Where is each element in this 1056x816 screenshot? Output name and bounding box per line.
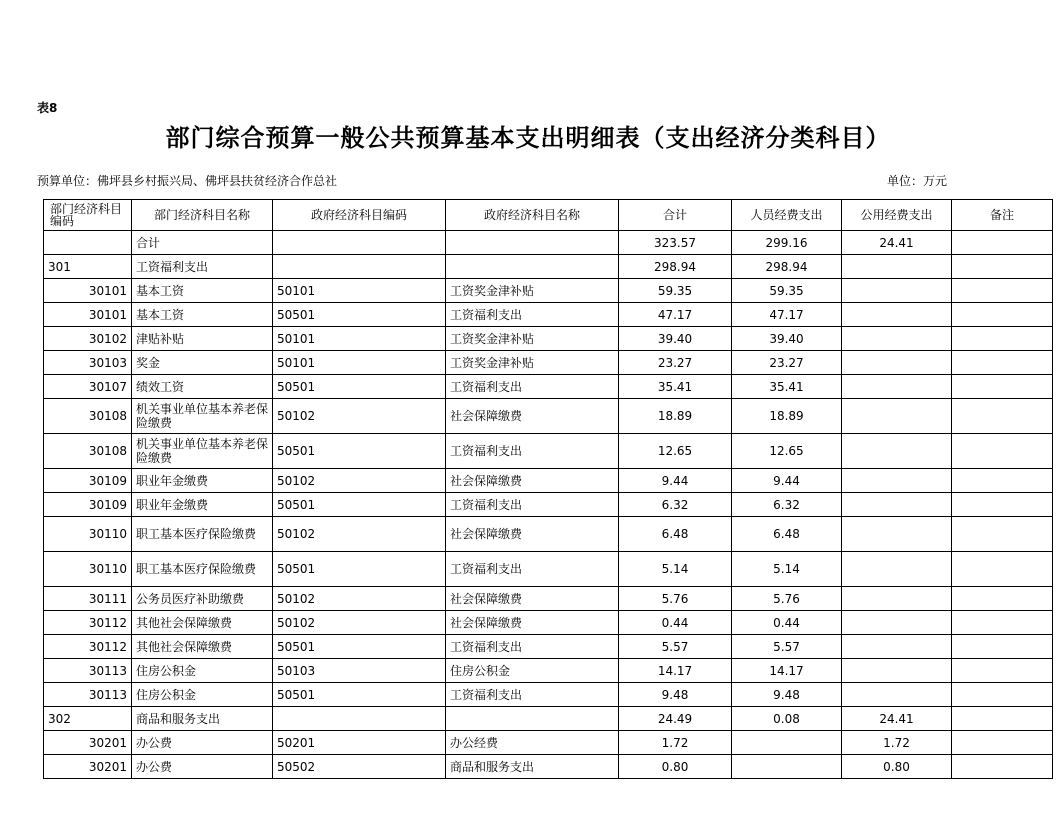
gov-name-cell: 工资福利支出 — [446, 552, 619, 587]
personnel-cell: 298.94 — [732, 255, 842, 279]
gov-name-cell: 社会保障缴费 — [446, 469, 619, 493]
table-row — [44, 731, 1053, 755]
personnel-cell: 6.48 — [732, 517, 842, 552]
table-row — [44, 517, 1053, 552]
gov-name-cell: 社会保障缴费 — [446, 517, 619, 552]
note-cell — [952, 493, 1053, 517]
note-cell — [952, 587, 1053, 611]
public-cell — [842, 493, 952, 517]
dept-name-cell: 基本工资 — [132, 279, 273, 303]
header-public: 公用经费支出 — [842, 200, 952, 231]
note-cell — [952, 683, 1053, 707]
gov-code-cell: 50501 — [273, 303, 446, 327]
dept-name-cell: 住房公积金 — [132, 683, 273, 707]
total-cell: 5.57 — [619, 635, 732, 659]
public-cell — [842, 303, 952, 327]
total-cell: 35.41 — [619, 375, 732, 399]
note-cell — [952, 611, 1053, 635]
personnel-cell: 9.48 — [732, 683, 842, 707]
table-number: 表8 — [37, 101, 58, 115]
public-cell — [842, 375, 952, 399]
note-cell — [952, 375, 1053, 399]
table-row — [44, 279, 1053, 303]
table-row — [44, 635, 1053, 659]
header-gov-name: 政府经济科目名称 — [446, 200, 619, 231]
dept-code-cell: 30110 — [44, 552, 132, 587]
total-cell: 24.49 — [619, 707, 732, 731]
public-cell — [842, 635, 952, 659]
note-cell — [952, 469, 1053, 493]
note-cell — [952, 755, 1053, 779]
personnel-cell: 9.44 — [732, 469, 842, 493]
total-cell: 23.27 — [619, 351, 732, 375]
gov-code-cell: 50101 — [273, 279, 446, 303]
page-title: 部门综合预算一般公共预算基本支出明细表（支出经济分类科目） — [165, 124, 891, 152]
personnel-cell: 5.76 — [732, 587, 842, 611]
dept-name-cell: 合计 — [132, 231, 273, 255]
gov-code-cell: 50201 — [273, 731, 446, 755]
note-cell — [952, 434, 1053, 469]
personnel-cell: 35.41 — [732, 375, 842, 399]
table-row — [44, 231, 1053, 255]
dept-name-cell: 职业年金缴费 — [132, 469, 273, 493]
dept-name-cell: 办公费 — [132, 755, 273, 779]
table-row — [44, 755, 1053, 779]
dept-name-cell: 绩效工资 — [132, 375, 273, 399]
gov-code-cell: 50501 — [273, 683, 446, 707]
personnel-cell: 5.57 — [732, 635, 842, 659]
dept-code-cell — [44, 231, 132, 255]
total-cell: 59.35 — [619, 279, 732, 303]
gov-name-cell: 工资福利支出 — [446, 635, 619, 659]
note-cell — [952, 303, 1053, 327]
dept-name-cell: 工资福利支出 — [132, 255, 273, 279]
table-row — [44, 707, 1053, 731]
dept-code-cell: 30108 — [44, 399, 132, 434]
note-cell — [952, 552, 1053, 587]
gov-code-cell: 50102 — [273, 469, 446, 493]
note-cell — [952, 635, 1053, 659]
note-cell — [952, 707, 1053, 731]
table-row — [44, 303, 1053, 327]
gov-name-cell: 工资奖金津补贴 — [446, 279, 619, 303]
note-cell — [952, 659, 1053, 683]
personnel-cell: 299.16 — [732, 231, 842, 255]
public-cell — [842, 399, 952, 434]
dept-code-cell: 30112 — [44, 635, 132, 659]
dept-name-cell: 机关事业单位基本养老保险缴费 — [132, 434, 273, 469]
personnel-cell: 39.40 — [732, 327, 842, 351]
public-cell — [842, 587, 952, 611]
table-row — [44, 493, 1053, 517]
public-cell — [842, 552, 952, 587]
gov-name-cell: 工资福利支出 — [446, 303, 619, 327]
public-cell — [842, 683, 952, 707]
total-cell: 6.32 — [619, 493, 732, 517]
public-cell — [842, 469, 952, 493]
gov-name-cell: 商品和服务支出 — [446, 755, 619, 779]
table-row — [44, 255, 1053, 279]
dept-name-cell: 商品和服务支出 — [132, 707, 273, 731]
gov-name-cell: 工资福利支出 — [446, 683, 619, 707]
gov-name-cell: 工资福利支出 — [446, 375, 619, 399]
table-row — [44, 399, 1053, 434]
dept-code-cell: 30107 — [44, 375, 132, 399]
public-cell: 1.72 — [842, 731, 952, 755]
total-cell: 18.89 — [619, 399, 732, 434]
total-cell: 1.72 — [619, 731, 732, 755]
public-cell — [842, 611, 952, 635]
table-row — [44, 327, 1053, 351]
table-row — [44, 375, 1053, 399]
dept-code-cell: 30111 — [44, 587, 132, 611]
dept-code-cell: 30201 — [44, 731, 132, 755]
public-cell: 24.41 — [842, 707, 952, 731]
dept-code-cell: 30108 — [44, 434, 132, 469]
dept-name-cell: 职工基本医疗保险缴费 — [132, 552, 273, 587]
public-cell — [842, 279, 952, 303]
budget-detail-table — [43, 199, 1053, 779]
note-cell — [952, 255, 1053, 279]
dept-name-cell: 住房公积金 — [132, 659, 273, 683]
table-row — [44, 351, 1053, 375]
note-cell — [952, 731, 1053, 755]
public-cell — [842, 659, 952, 683]
gov-code-cell: 50501 — [273, 493, 446, 517]
gov-code-cell: 50501 — [273, 552, 446, 587]
gov-code-cell — [273, 255, 446, 279]
gov-name-cell — [446, 255, 619, 279]
header-personnel: 人员经费支出 — [732, 200, 842, 231]
note-cell — [952, 517, 1053, 552]
total-cell: 0.80 — [619, 755, 732, 779]
dept-name-cell: 机关事业单位基本养老保险缴费 — [132, 399, 273, 434]
table-row — [44, 683, 1053, 707]
public-cell: 24.41 — [842, 231, 952, 255]
public-cell — [842, 327, 952, 351]
dept-name-cell: 其他社会保障缴费 — [132, 635, 273, 659]
public-cell — [842, 255, 952, 279]
public-cell: 0.80 — [842, 755, 952, 779]
personnel-cell: 47.17 — [732, 303, 842, 327]
personnel-cell: 23.27 — [732, 351, 842, 375]
gov-name-cell: 工资奖金津补贴 — [446, 327, 619, 351]
dept-name-cell: 基本工资 — [132, 303, 273, 327]
personnel-cell: 5.14 — [732, 552, 842, 587]
table-row — [44, 587, 1053, 611]
personnel-cell: 12.65 — [732, 434, 842, 469]
table-row — [44, 659, 1053, 683]
table-row — [44, 611, 1053, 635]
gov-code-cell: 50501 — [273, 635, 446, 659]
personnel-cell — [732, 731, 842, 755]
personnel-cell — [732, 755, 842, 779]
dept-name-cell: 津贴补贴 — [132, 327, 273, 351]
dept-code-cell: 30103 — [44, 351, 132, 375]
dept-name-cell: 职工基本医疗保险缴费 — [132, 517, 273, 552]
personnel-cell: 59.35 — [732, 279, 842, 303]
gov-code-cell: 50102 — [273, 587, 446, 611]
personnel-cell: 0.08 — [732, 707, 842, 731]
note-cell — [952, 231, 1053, 255]
total-cell: 323.57 — [619, 231, 732, 255]
gov-code-cell: 50102 — [273, 399, 446, 434]
gov-code-cell: 50101 — [273, 327, 446, 351]
dept-name-cell: 其他社会保障缴费 — [132, 611, 273, 635]
dept-name-cell: 职业年金缴费 — [132, 493, 273, 517]
gov-code-cell — [273, 231, 446, 255]
gov-name-cell — [446, 231, 619, 255]
header-total: 合计 — [619, 200, 732, 231]
gov-code-cell: 50101 — [273, 351, 446, 375]
dept-code-cell: 30201 — [44, 755, 132, 779]
gov-name-cell: 社会保障缴费 — [446, 399, 619, 434]
dept-code-cell: 301 — [44, 255, 132, 279]
table-row — [44, 552, 1053, 587]
public-cell — [842, 434, 952, 469]
dept-code-cell: 30113 — [44, 683, 132, 707]
dept-code-cell: 30101 — [44, 303, 132, 327]
table-header-row — [44, 200, 1053, 231]
gov-code-cell: 50501 — [273, 434, 446, 469]
gov-name-cell — [446, 707, 619, 731]
total-cell: 0.44 — [619, 611, 732, 635]
public-cell — [842, 517, 952, 552]
note-cell — [952, 351, 1053, 375]
total-cell: 9.48 — [619, 683, 732, 707]
gov-name-cell: 工资奖金津补贴 — [446, 351, 619, 375]
personnel-cell: 18.89 — [732, 399, 842, 434]
dept-code-cell: 30109 — [44, 469, 132, 493]
personnel-cell: 14.17 — [732, 659, 842, 683]
total-cell: 47.17 — [619, 303, 732, 327]
table-row — [44, 469, 1053, 493]
dept-code-cell: 30109 — [44, 493, 132, 517]
personnel-cell: 6.32 — [732, 493, 842, 517]
dept-name-cell: 奖金 — [132, 351, 273, 375]
total-cell: 14.17 — [619, 659, 732, 683]
gov-name-cell: 工资福利支出 — [446, 493, 619, 517]
dept-code-cell: 30113 — [44, 659, 132, 683]
dept-code-cell: 30101 — [44, 279, 132, 303]
gov-name-cell: 社会保障缴费 — [446, 587, 619, 611]
dept-name-cell: 办公费 — [132, 731, 273, 755]
gov-name-cell: 办公经费 — [446, 731, 619, 755]
gov-code-cell: 50501 — [273, 375, 446, 399]
gov-name-cell: 工资福利支出 — [446, 434, 619, 469]
table-row — [44, 434, 1053, 469]
total-cell: 5.76 — [619, 587, 732, 611]
note-cell — [952, 327, 1053, 351]
gov-code-cell: 50102 — [273, 517, 446, 552]
dept-code-cell: 30112 — [44, 611, 132, 635]
dept-name-cell: 公务员医疗补助缴费 — [132, 587, 273, 611]
public-cell — [842, 351, 952, 375]
header-gov-code: 政府经济科目编码 — [273, 200, 446, 231]
budget-unit-label: 预算单位：佛坪县乡村振兴局、佛坪县扶贫经济合作总社 — [37, 174, 338, 188]
dept-code-cell: 302 — [44, 707, 132, 731]
gov-name-cell: 住房公积金 — [446, 659, 619, 683]
gov-code-cell: 50102 — [273, 611, 446, 635]
gov-code-cell: 50103 — [273, 659, 446, 683]
total-cell: 5.14 — [619, 552, 732, 587]
total-cell: 39.40 — [619, 327, 732, 351]
total-cell: 12.65 — [619, 434, 732, 469]
dept-code-cell: 30102 — [44, 327, 132, 351]
header-dept-name: 部门经济科目名称 — [132, 200, 273, 231]
note-cell — [952, 399, 1053, 434]
currency-unit-label: 单位：万元 — [887, 174, 948, 188]
total-cell: 298.94 — [619, 255, 732, 279]
total-cell: 9.44 — [619, 469, 732, 493]
gov-name-cell: 社会保障缴费 — [446, 611, 619, 635]
note-cell — [952, 279, 1053, 303]
personnel-cell: 0.44 — [732, 611, 842, 635]
gov-code-cell — [273, 707, 446, 731]
gov-code-cell: 50502 — [273, 755, 446, 779]
header-dept-code: 部门经济科目编码 — [44, 200, 132, 231]
header-note: 备注 — [952, 200, 1053, 231]
total-cell: 6.48 — [619, 517, 732, 552]
dept-code-cell: 30110 — [44, 517, 132, 552]
